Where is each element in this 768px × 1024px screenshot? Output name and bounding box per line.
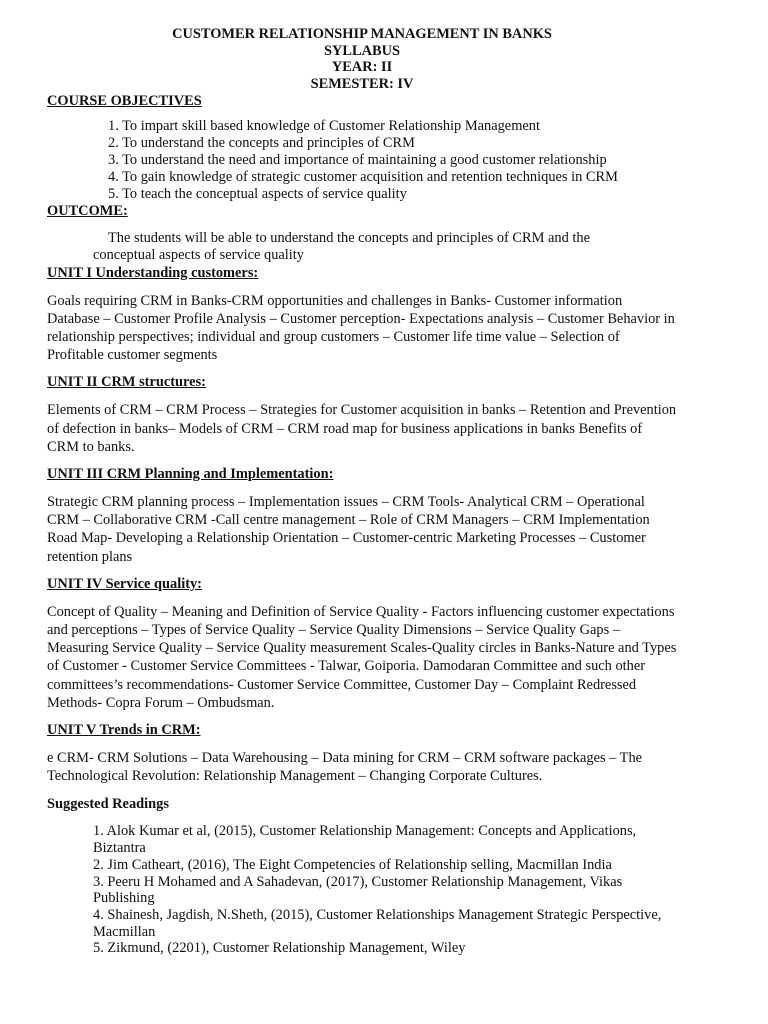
objective-item: 4. To gain knowledge of strategic customer acquisition and retention techniques in CRM	[108, 168, 618, 185]
year-label: YEAR: II	[331, 59, 393, 75]
unit-4-heading: UNIT IV Service quality:	[47, 575, 202, 592]
unit-5-heading: UNIT V Trends in CRM:	[47, 721, 201, 738]
unit-3-body: Strategic CRM planning process – Implementation issues – CRM Tools- Analytical CRM – Operational CRM – Collaborative CRM -Call centre management – Role of CRM Managers – CRM Implementation Road Map- Developing a Relationship Orientation – Customer-centric Marketing Processes – Customer retention plans	[47, 493, 650, 565]
unit-1-body: Goals requiring CRM in Banks-CRM opportunities and challenges in Banks- Customer information Database – Customer Profile Analysis – Customer perception- Expectations analysis – Customer Behavior in relationship perspectives; individual and group customers – Customer life time value – Selection of Profitable customer segments	[47, 292, 675, 364]
course-objectives-heading: COURSE OBJECTIVES	[47, 93, 202, 109]
objective-item: 3. To understand the need and importance of maintaining a good customer relationship	[108, 151, 607, 168]
unit-5-body: e CRM- CRM Solutions – Data Warehousing – Data mining for CRM – CRM software packages – The Technological Revolution: Relationship Management – Changing Corporate Cultures.	[47, 749, 643, 785]
reading-item: 2. Jim Catheart, (2016), The Eight Competencies of Relationship selling, Macmillan India	[93, 856, 612, 873]
objective-item: 1. To impart skill based knowledge of Customer Relationship Management	[108, 118, 540, 134]
objectives-list	[47, 118, 677, 203]
document-page	[47, 26, 677, 957]
objective-item: 5. To teach the conceptual aspects of service quality	[108, 185, 407, 202]
unit-3-heading: UNIT III CRM Planning and Implementation:	[47, 465, 334, 482]
unit-2-heading: UNIT II CRM structures:	[47, 374, 206, 391]
outcome-line: conceptual aspects of service quality	[93, 246, 304, 263]
outcome-text	[47, 230, 677, 264]
semester-label: SEMESTER: IV	[310, 75, 414, 92]
unit-4-body: Concept of Quality – Meaning and Definition of Service Quality - Factors influencing customer expectations and perceptions – Types of Service Quality – Service Quality Dimensions – Service Quality Gaps – Measuring Service Quality – Service Quality measurement Scales-Quality circles in Banks-Nature and Types of Customer - Customer Service Committees - Talwar, Goiporia. Damodaran Committee and such other committees’s recommendations- Customer Service Committee, Customer Day – Complaint Redressed Methods- Copra Forum – Ombudsman.	[47, 603, 677, 711]
syllabus-label: SYLLABUS	[324, 42, 400, 59]
reading-item: 1. Alok Kumar et al, (2015), Customer Relationship Management: Concepts and Applications, Biztantra	[93, 823, 637, 857]
reading-item: 4. Shainesh, Jagdish, N.Sheth, (2015), Customer Relationships Management Strategic Perspective, Macmillan	[93, 906, 662, 940]
unit-1-heading: UNIT I Understanding customers:	[47, 264, 259, 281]
document-title: CUSTOMER RELATIONSHIP MANAGEMENT IN BANKS	[172, 26, 552, 42]
objective-item: 2. To understand the concepts and principles of CRM	[108, 134, 415, 151]
outcome-heading: OUTCOME:	[47, 202, 128, 219]
outcome-line: The students will be able to understand the concepts and principles of CRM and the	[108, 229, 590, 246]
suggested-readings-heading: Suggested Readings	[47, 796, 169, 813]
reading-item: 3. Peeru H Mohamed and A Sahadevan, (2017), Customer Relationship Management, Vikas Publishing	[93, 873, 623, 907]
readings-list	[47, 823, 677, 957]
document-header	[47, 26, 677, 92]
reading-item: 5. Zikmund, (2201), Customer Relationship Management, Wiley	[93, 940, 466, 957]
unit-2-body: Elements of CRM – CRM Process – Strategies for Customer acquisition in banks – Retention and Prevention of defection in banks– Models of CRM – CRM road map for business applications in banks Benefits of CRM to banks.	[47, 402, 677, 455]
